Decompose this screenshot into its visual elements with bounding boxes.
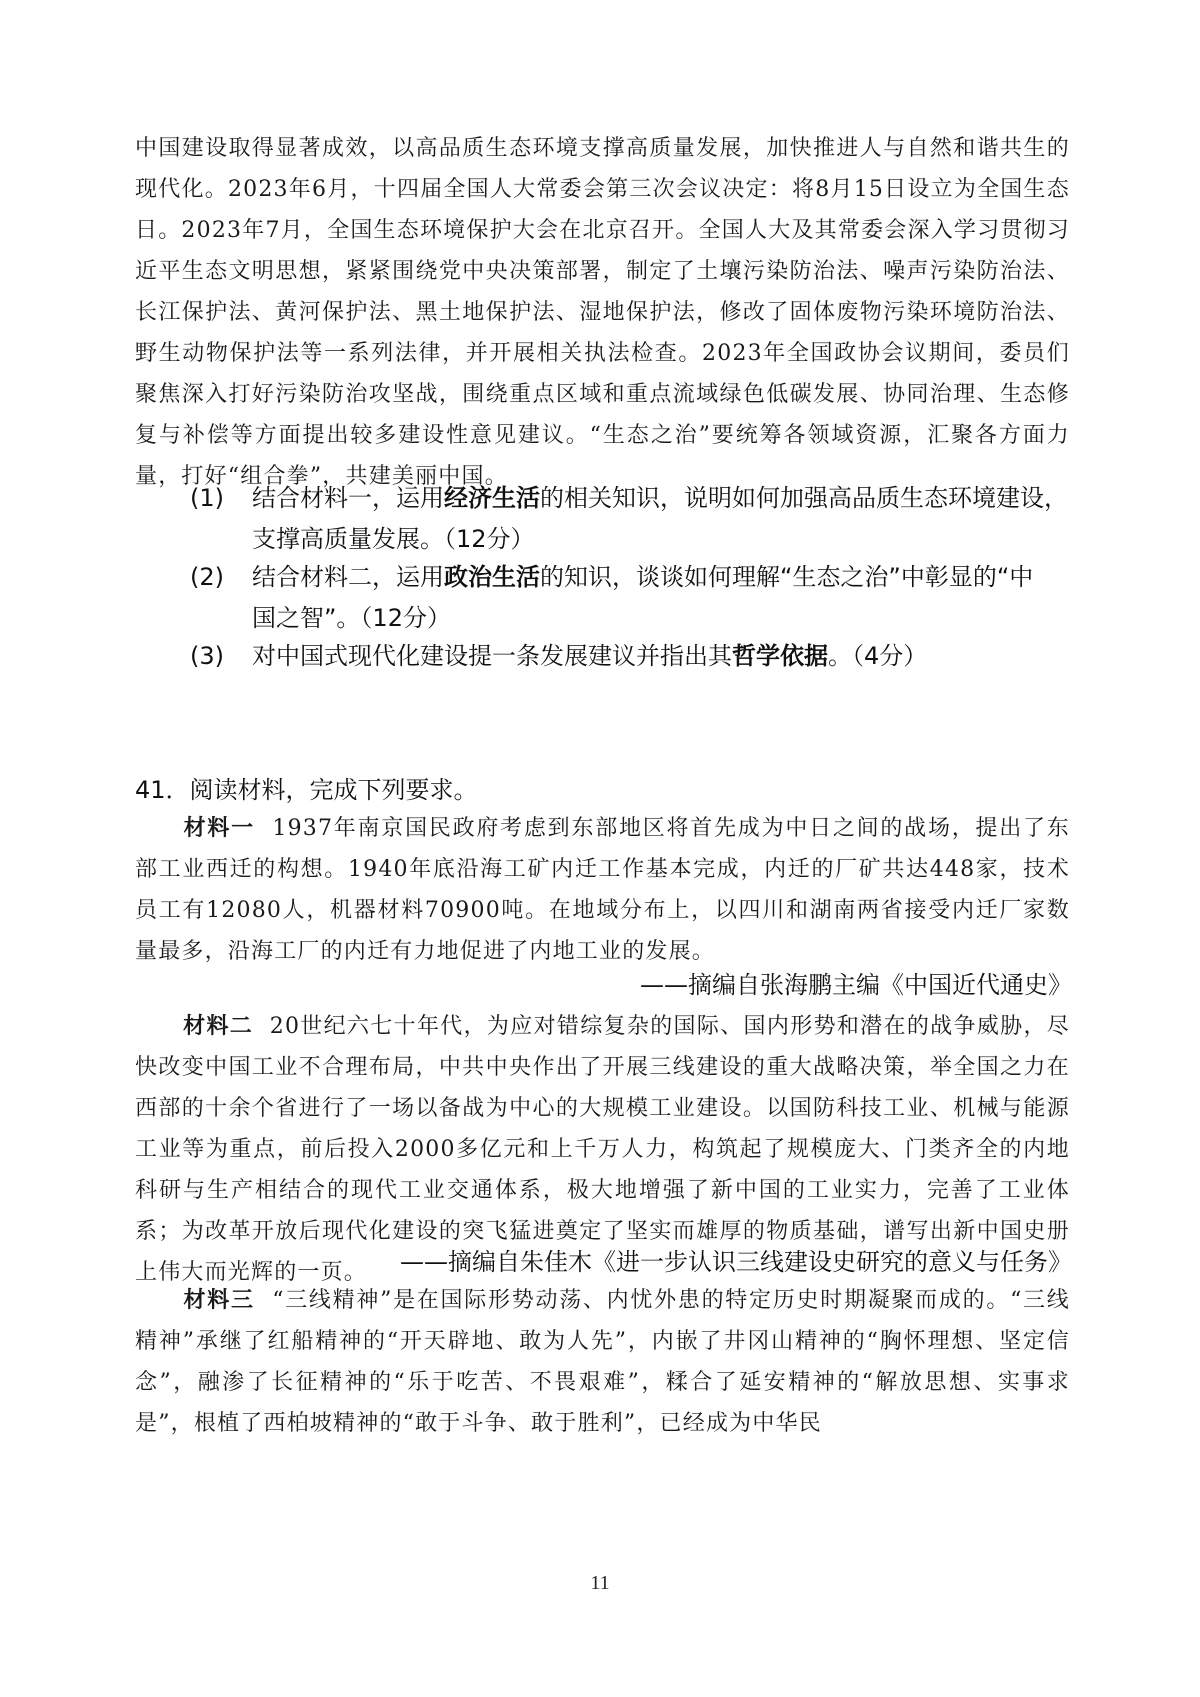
question-continuation: 支撑高质量发展。（12分） — [252, 525, 535, 553]
material-3 — [135, 1280, 1070, 1444]
question-2: (2) 结合材料二，运用政治生活的知识，谈谈如何理解“生态之治”中彰显的“中 国之智”。（12分） — [190, 557, 1080, 639]
keyword: 政治生活 — [444, 563, 540, 591]
passage-text: 中国建设取得显著成效，以高品质生态环境支撑高质量发展，加快推进人与自然和谐共生的现代化。2023年6月，十四届全国人大常委会第三次会议决定：将8月15日设立为全国生态日。2023年7月，全国生态环境保护大会在北京召开。全国人大及其常委会深入学习贯彻习近平生态文明思想，紧紧围绕党中央决策部署，制定了土壤污染防治法、噪声污染防治法、长江保护法、黄河保护法、黑土地保护法、湿地保护法，修改了固体废物污染环境防治法、野生动物保护法等一系列法律，并开展相关执法检查。2023年全国政协会议期间，委员们聚焦深入打好污染防治攻坚战，围绕重点区域和重点流域绿色低碳发展、协同治理、生态修复与补偿等方面提出较多建设性意见建议。“生态之治”要统筹各领域资源，汇聚各方面力量，打好“组合拳”，共建美丽中国。 — [135, 136, 1070, 489]
question-41-heading: 41．阅读材料，完成下列要求。 — [135, 776, 478, 804]
question-1: (1) 结合材料一，运用经济生活的相关知识，说明如何加强高品质生态环境建设， 支撑高质量发展。（12分） — [190, 478, 1080, 560]
question-continuation: 国之智”。（12分） — [252, 604, 451, 632]
keyword: 经济生活 — [444, 484, 540, 512]
page-number: 11 — [590, 1572, 610, 1594]
question-number: (3) — [190, 642, 224, 670]
question-3: (3) 对中国式现代化建设提一条发展建议并指出其哲学依据。（4分） — [190, 636, 1080, 677]
material-text: “三线精神”是在国际形势动荡、内忧外患的特定历史时期凝聚而成的。“三线精神”承继了红船精神的“开天辟地、敢为人先”，内嵌了井冈山精神的“胸怀理想、坚定信念”，融渗了长征精神的“乐于吃苦、不畏艰难”，糅合了延安精神的“解放思想、实事求是”，根植了西柏坡精神的“敢于斗争、敢于胜利”，已经成为中华民 — [135, 1288, 1070, 1436]
material-label: 材料一 — [183, 816, 255, 841]
material-1 — [135, 808, 1070, 972]
material-label: 材料二 — [183, 1014, 254, 1039]
keyword: 哲学依据 — [732, 642, 828, 670]
material-text: 1937年南京国民政府考虑到东部地区将首先成为中日之间的战场，提出了东部工业西迁的构想。1940年底沿海工矿内迁工作基本完成，内迁的厂矿共达448家，技术员工有12080人，机器材料70900吨。在地域分布上，以四川和湖南两省接受内迁厂家数量最多，沿海工厂的内迁有力地促进了内地工业的发展。 — [135, 816, 1070, 964]
question-number: (1) — [190, 484, 224, 512]
material-2-source: ——摘编自朱佳木《进一步认识三线建设史研究的意义与任务》 — [400, 1248, 1072, 1276]
material-label: 材料三 — [183, 1288, 255, 1313]
question-number: (2) — [190, 563, 224, 591]
material-text: 20世纪六七十年代，为应对错综复杂的国际、国内形势和潜在的战争威胁，尽快改变中国工业不合理布局，中共中央作出了开展三线建设的重大战略决策，举全国之力在西部的十余个省进行了一场以备战为中心的大规模工业建设。以国防科技工业、机械与能源工业等为重点，前后投入2000多亿元和上千万人力，构筑起了规模庞大、门类齐全的内地科研与生产相结合的现代工业交通体系，极大地增强了新中国的工业实力，完善了工业体系；为改革开放后现代化建设的突飞猛进奠定了坚实而雄厚的物质基础，谱写出新中国史册上伟大而光辉的一页。 — [135, 1014, 1071, 1285]
material-1-source: ——摘编自张海鹏主编《中国近代通史》 — [640, 971, 1072, 999]
